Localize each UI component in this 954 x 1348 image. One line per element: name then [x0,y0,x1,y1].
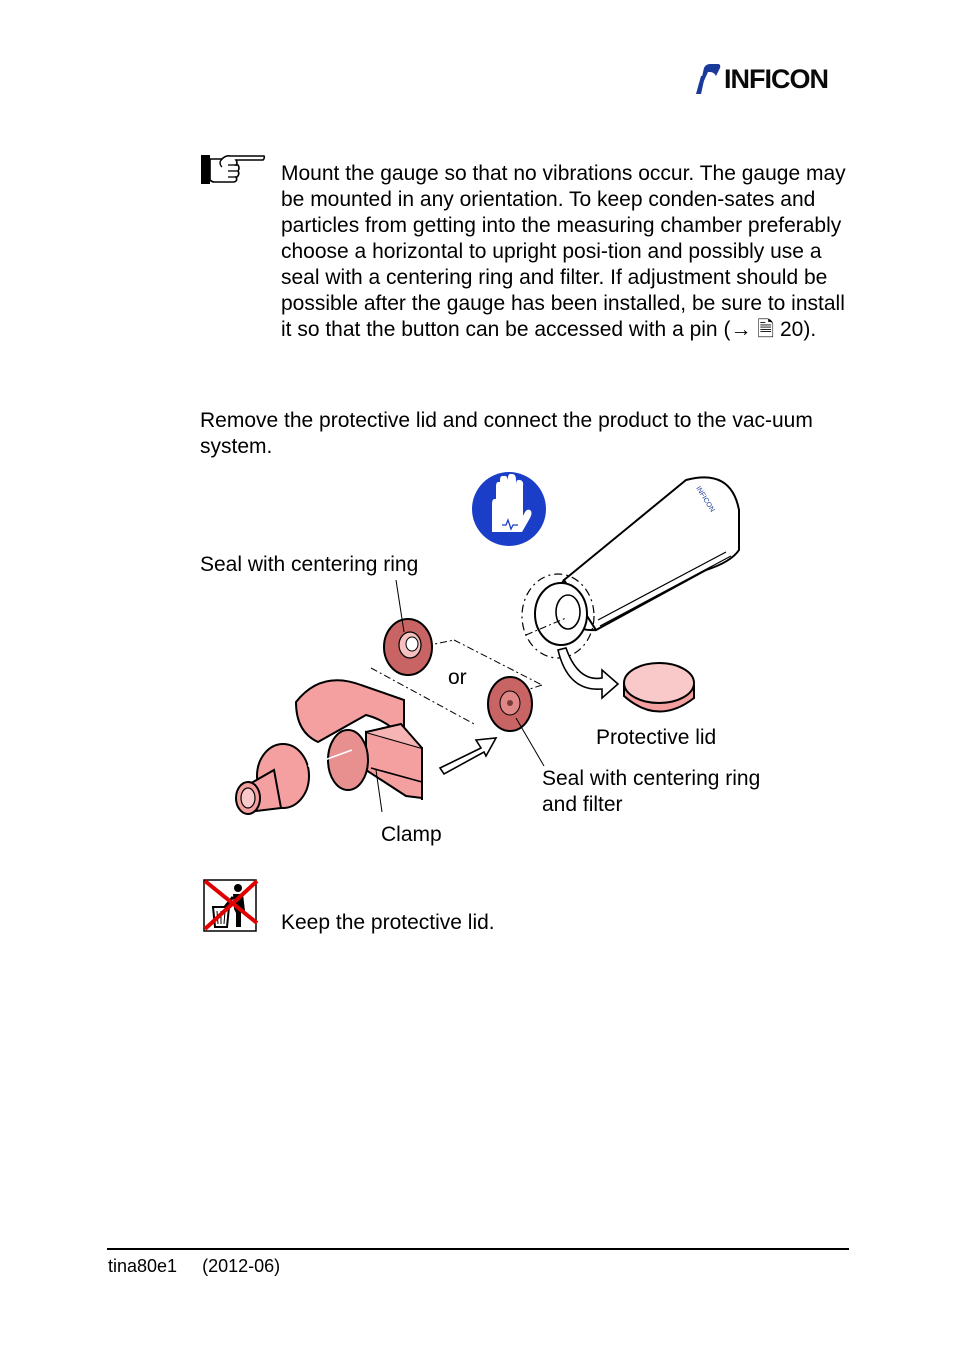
seal-centering-ring [384,580,432,675]
footer-doc-id: tina80e1 [108,1256,178,1276]
assembly-drawing [226,470,766,860]
inficon-logo-mark-icon [694,62,722,96]
instruction-text: Remove the protective lid and connect the product to the vac-uum system. [200,409,813,458]
label-clamp: Clamp [381,823,442,846]
disposal-warning-icon-wrap [203,879,259,938]
inficon-logo [694,62,828,96]
pointing-hand-icon [200,153,266,187]
remove-lid-arrow [558,648,618,698]
label-seal-filter-1: Seal with centering ring [542,767,761,790]
mounting-note: Mount the gauge so that no vibrations occur. The gauge may be mounted in any orientation. To keep conden-sates and particles from getting into the measuring chamber preferably choose a horizontal to upright posi-tion and possibly use a seal with a centering ring and filter. If adjustment should be possible after the gauge has been installed, be sure to install it so that the button can be accessed with a pin (→ 🗎 20). [281,162,846,341]
clamp-drawing [296,680,422,812]
footer-date: (2012-06) [202,1256,281,1276]
gauge-body [522,477,739,658]
brand-name: INFICON [724,63,828,94]
keep-lid-text: Keep the protective lid. [281,911,495,934]
label-protective-lid: Protective lid [596,726,717,749]
footer-rule [107,1248,849,1250]
insert-arrow [440,738,496,774]
seal-with-filter [488,677,544,766]
wear-gloves-icon [472,472,546,546]
note-icon [200,153,266,192]
no-disposal-icon [203,879,259,933]
assembly-figure [200,470,766,865]
label-seal-filter-2: and filter [542,793,623,816]
label-or: or [448,666,467,689]
gauge-brand-mark: INFICON [694,485,716,514]
footer [108,1256,280,1277]
label-seal-centering-ring: Seal with centering ring [200,553,419,576]
protective-lid-drawing [624,663,694,712]
